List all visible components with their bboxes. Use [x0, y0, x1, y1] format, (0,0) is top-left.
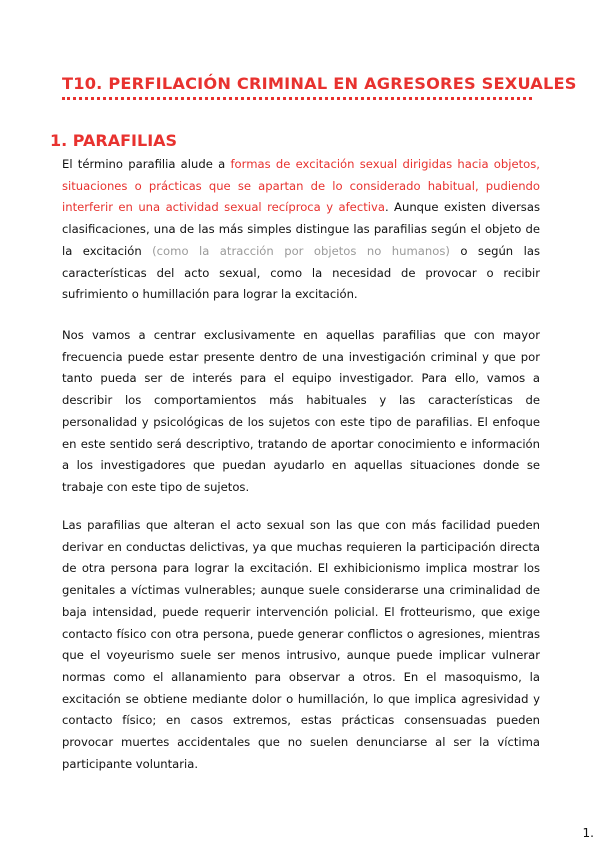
title-dotted-underline	[62, 97, 532, 100]
paragraph-middle-text: . Aunque existen diversas clasificaciones, una de las más simples distingue las parafilias según el objeto de la excitación	[62, 200, 540, 258]
section-heading: 1. PARAFILIAS	[50, 131, 178, 150]
highlighted-definition: formas de excitación sexual dirigidas hacia objetos, situaciones o prácticas que se apartan de lo considerado habitual, pudiendo interferir en una actividad sexual recíproca y afectiva	[62, 157, 540, 215]
paragraph-intro-text: El término parafilia alude a	[62, 157, 231, 171]
paragraph-focus: Nos vamos a centrar exclusivamente en aquellas parafilias que con mayor frecuencia puede estar presente dentro de una investigación criminal y que por tanto pueda ser de interés para el equipo investigador. Para ello, vamos a describir los comportamientos más habituales y las características de personalidad y psicológicas de los sujetos con este tipo de parafilias. El enfoque en este sentido será descriptivo, tratando de aportar conocimiento e información a los investigadores que puedan ayudarlo en aquellas situaciones donde se trabaje con este tipo de sujetos.	[62, 328, 540, 494]
example-note: (como la atracción por objetos no humanos)	[152, 243, 450, 258]
paragraph-definition	[62, 154, 540, 306]
paragraph-paraphilias-types: Las parafilias que alteran el acto sexual son las que con más facilidad pueden derivar en conductas delictivas, ya que muchas requieren la participación directa de otra persona para lograr la excitación. El exhibicionismo implica mostrar los genitales a víctimas vulnerables; aunque suele considerarse una criminalidad de baja intensidad, puede requerir intervención policial. El frotteurismo, que exige contacto físico con otra persona, puede generar conflictos o agresiones, mientras que el voyeurismo suele ser menos intrusivo, aunque puede implicar vulnerar normas como el allanamiento para observar a otros. En el masoquismo, la excitación se obtiene mediante dolor o humillación, lo que implica agresividad y contacto físico; en casos extremos, estas prácticas consensuadas pueden provocar muertes accidentales que no suelen denunciarse al ser la víctima participante voluntaria.	[62, 518, 540, 771]
page-number: 1.	[582, 826, 594, 840]
paragraph-end-text: o según las características del acto sexual, como la necesidad de provocar o recibir sufrimiento o humillación para lograr la excitación.	[62, 243, 540, 302]
document-title: T10. PERFILACIÓN CRIMINAL EN AGRESORES SEXUALES	[62, 74, 577, 93]
